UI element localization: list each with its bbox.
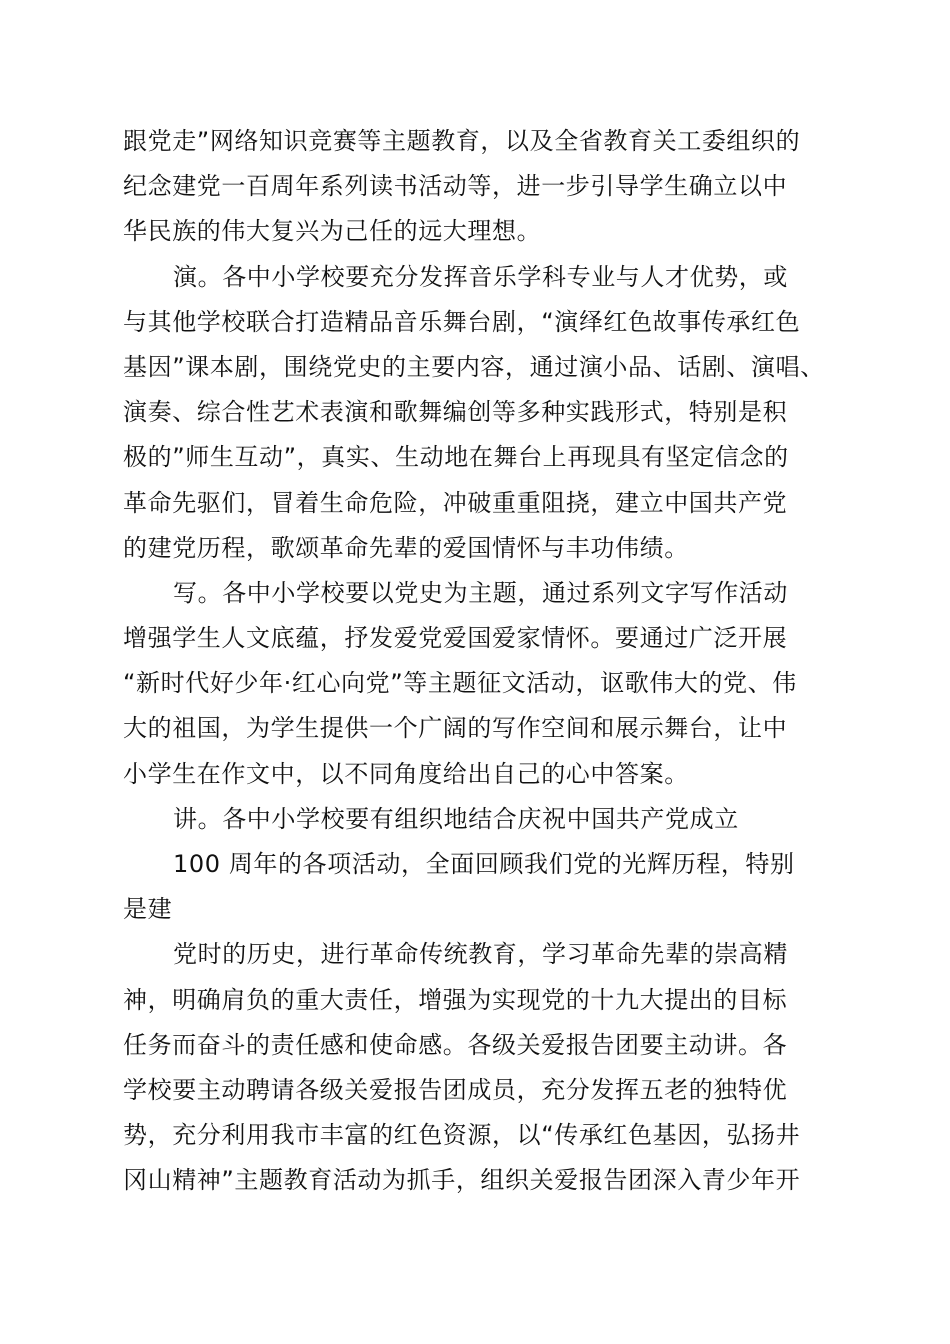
text-line: 华民族的伟大复兴为己任的远大理想。 [123, 217, 542, 246]
text-line: 大的祖国，为学生提供一个广阔的写作空间和展示舞台，让中 [123, 714, 788, 743]
text-line: 极的”师生互动”，真实、生动地在舞台上再现具有坚定信念的 [123, 443, 789, 472]
text-line: 演奏、综合性艺术表演和歌舞编创等多种实践形式，特别是积 [123, 398, 788, 427]
text-line: 基因”课本剧，围绕党史的主要内容，通过演小品、话剧、演唱、 [123, 352, 825, 381]
paragraph-start-line: 演。各中小学校要充分发挥音乐学科专业与人才优势，或 [173, 262, 788, 291]
text-line: 增强学生人文底蕴，抒发爱党爱国爱家情怀。要通过广泛开展 [123, 624, 788, 653]
text-line: 跟党走”网络知识竞赛等主题教育，以及全省教育关工委组织的 [123, 127, 801, 155]
text-line: 学校要主动聘请各级关爱报告团成员，充分发挥五老的独特优 [123, 1075, 788, 1104]
paragraph-start-line: 党时的历史，进行革命传统教育，学习革命先辈的崇高精 [173, 940, 788, 969]
text-line: 与其他学校联合打造精品音乐舞台剧，“演绎红色故事传承红色 [123, 307, 801, 336]
paragraph-start-line: 写。各中小学校要以党史为主题，通过系列文字写作活动 [173, 578, 788, 607]
text-line: 纪念建党一百周年系列读书活动等，进一步引导学生确立以中 [123, 172, 788, 201]
text-line: “新时代好少年·红心向党”等主题征文活动，讴歌伟大的党、伟 [123, 669, 797, 698]
text-line: 神，明确肩负的重大责任，增强为实现党的十九大提出的目标 [123, 985, 788, 1014]
text-line: 任务而奋斗的责任感和使命感。各级关爱报告团要主动讲。各 [123, 1030, 788, 1059]
text-line: 冈山精神”主题教育活动为抓手，组织关爱报告团深入青少年开 [123, 1166, 801, 1195]
text-line: 革命先驱们，冒着生命危险，冲破重重阻挠，建立中国共产党 [123, 488, 788, 517]
text-line: 势，充分利用我市丰富的红色资源，以“传承红色基因，弘扬井 [123, 1121, 801, 1150]
text-line: 小学生在作文中，以不同角度给出自己的心中答案。 [123, 759, 689, 788]
text-line: 的建党历程，歌颂革命先辈的爱国情怀与丰功伟绩。 [123, 533, 689, 562]
paragraph-start-line: 100 周年的各项活动，全面回顾我们党的光辉历程，特别 [173, 850, 795, 878]
text-line: 是建 [123, 895, 173, 924]
body-text [123, 119, 843, 1204]
paragraph-start-line: 讲。各中小学校要有组织地结合庆祝中国共产党成立 [173, 804, 739, 833]
